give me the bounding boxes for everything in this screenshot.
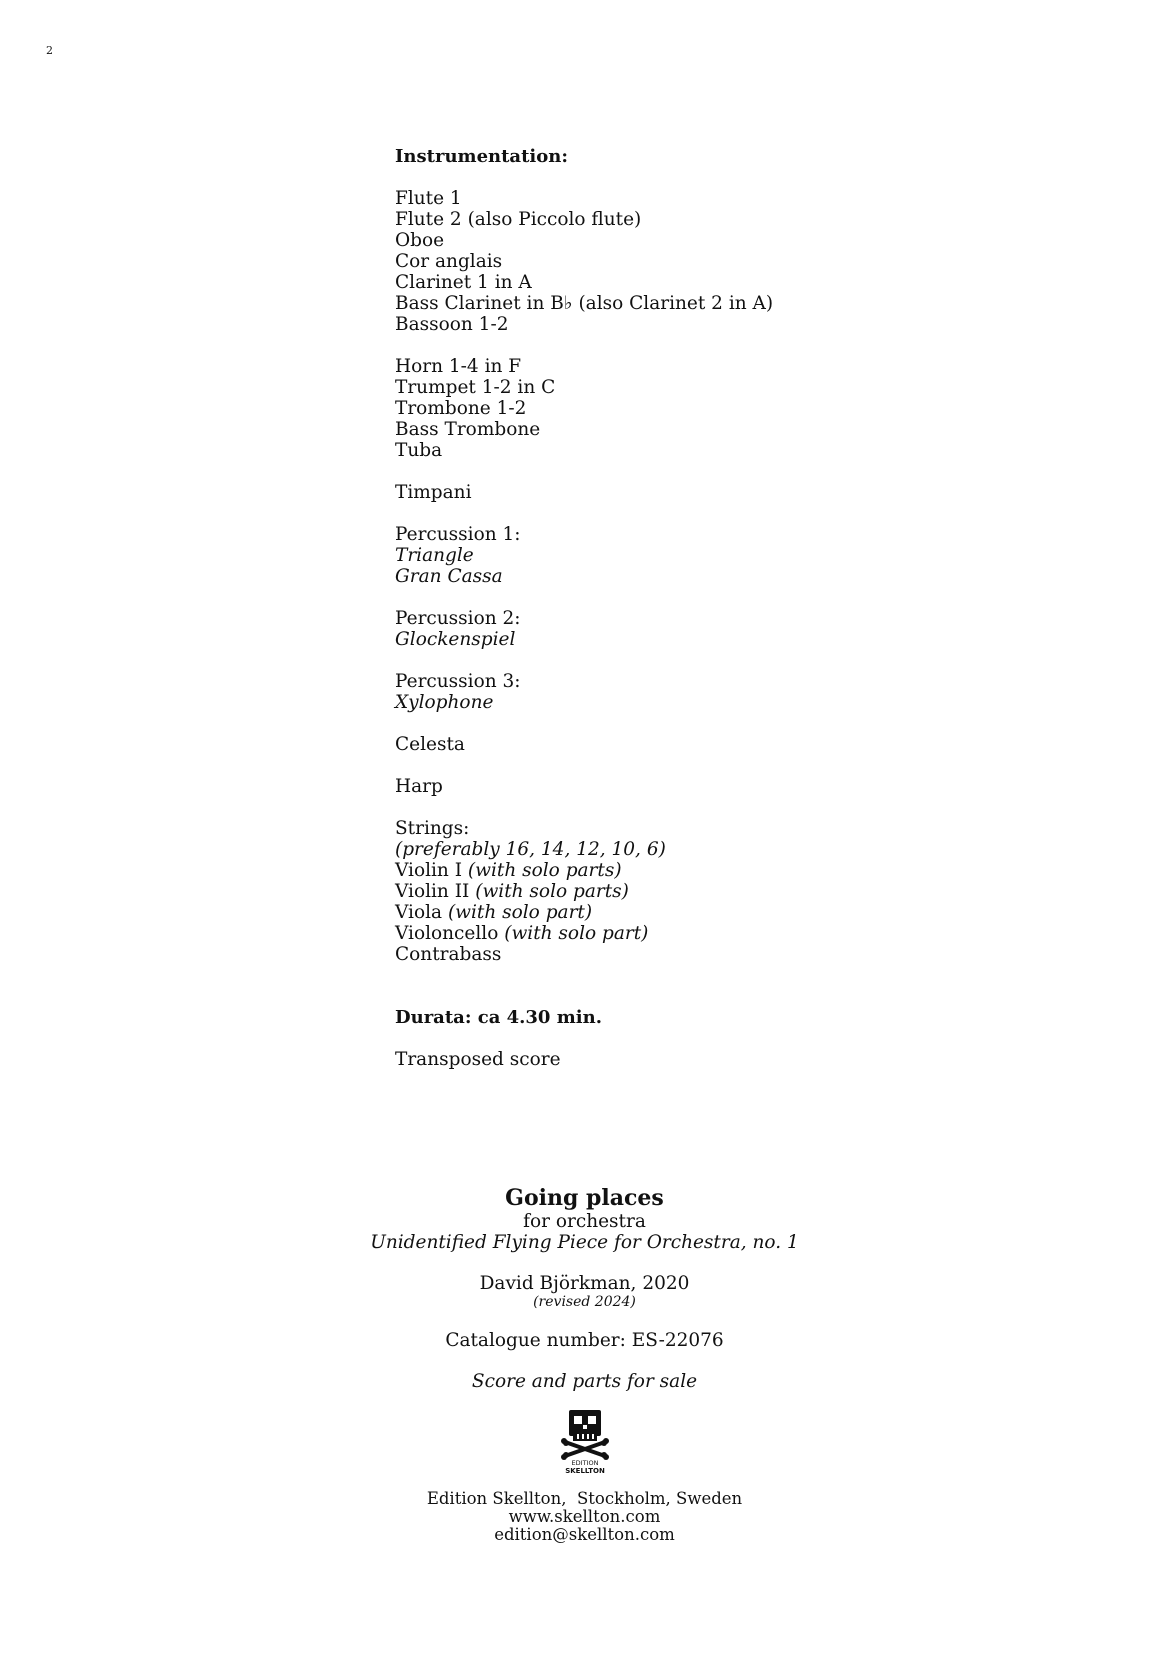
string-name: Violin II bbox=[395, 881, 470, 902]
instrumentation-section bbox=[395, 146, 995, 1070]
string-line bbox=[395, 944, 995, 965]
string-name: Violin I bbox=[395, 860, 463, 881]
instrument-line: Trombone 1-2 bbox=[395, 398, 527, 419]
work-subtitle: for orchestra bbox=[523, 1211, 646, 1232]
page-number: 2 bbox=[46, 44, 53, 57]
work-series: Unidentified Flying Piece for Orchestra, no. 1 bbox=[370, 1232, 799, 1253]
instrument-line: Trumpet 1-2 in C bbox=[395, 377, 556, 398]
strings-label: Strings: bbox=[395, 818, 470, 839]
instrument-line: Celesta bbox=[395, 734, 465, 755]
instrument-line: Horn 1-4 in F bbox=[395, 356, 522, 377]
instrument-line: Flute 1 bbox=[395, 188, 462, 209]
brass-group bbox=[395, 356, 995, 461]
timpani-group bbox=[395, 482, 995, 503]
string-detail: (with solo parts) bbox=[475, 881, 629, 902]
percussion-item: Glockenspiel bbox=[395, 629, 516, 650]
string-line bbox=[395, 860, 995, 881]
woodwinds-group bbox=[395, 188, 995, 335]
strings-note: (preferably 16, 14, 12, 10, 6) bbox=[395, 839, 666, 860]
availability-note: Score and parts for sale bbox=[471, 1371, 698, 1392]
string-name: Viola bbox=[395, 902, 443, 923]
strings-group bbox=[395, 818, 995, 965]
string-line bbox=[395, 923, 995, 944]
celesta-group bbox=[395, 734, 995, 755]
score-type: Transposed score bbox=[395, 1049, 561, 1070]
percussion2-group bbox=[395, 608, 995, 650]
instrument-line: Bass Clarinet in B♭ (also Clarinet 2 in A) bbox=[395, 293, 774, 314]
instrument-line: Timpani bbox=[395, 482, 472, 503]
composer-line: David Björkman, 2020 bbox=[479, 1273, 690, 1294]
harp-group bbox=[395, 776, 995, 797]
publisher-line: Edition Skellton, Stockholm, Sweden bbox=[426, 1489, 743, 1508]
percussion1-group bbox=[395, 524, 995, 587]
percussion-label: Percussion 3: bbox=[395, 671, 521, 692]
instrument-line: Oboe bbox=[395, 230, 445, 251]
string-line bbox=[395, 902, 995, 923]
edition-skellton-logo bbox=[549, 1408, 621, 1474]
percussion3-group bbox=[395, 671, 995, 713]
instrument-line: Bassoon 1-2 bbox=[395, 314, 509, 335]
title-block bbox=[0, 1185, 1169, 1544]
percussion-label: Percussion 1: bbox=[395, 524, 521, 545]
string-name: Contrabass bbox=[395, 944, 502, 965]
percussion-label: Percussion 2: bbox=[395, 608, 521, 629]
percussion-item: Triangle bbox=[395, 545, 474, 566]
instrument-line: Flute 2 (also Piccolo flute) bbox=[395, 209, 642, 230]
instrument-line: Harp bbox=[395, 776, 443, 797]
email-link[interactable]: edition@skellton.com bbox=[494, 1525, 675, 1544]
string-line bbox=[395, 881, 995, 902]
revision-note: (revised 2024) bbox=[533, 1294, 636, 1310]
string-detail: (with solo parts) bbox=[467, 860, 622, 881]
instrument-line: Cor anglais bbox=[395, 251, 503, 272]
logo-text-edition: EDITION bbox=[571, 1459, 598, 1467]
string-detail: (with solo part) bbox=[447, 902, 593, 923]
catalogue-number: Catalogue number: ES-22076 bbox=[445, 1330, 724, 1351]
website-link[interactable]: www.skellton.com bbox=[508, 1507, 661, 1526]
duration: Durata: ca 4.30 min. bbox=[395, 1007, 602, 1028]
work-title: Going places bbox=[505, 1185, 664, 1211]
instrumentation-heading: Instrumentation: bbox=[395, 146, 568, 167]
instrument-line: Bass Trombone bbox=[395, 419, 541, 440]
instrument-line: Clarinet 1 in A bbox=[395, 272, 532, 293]
string-detail: (with solo part) bbox=[504, 923, 649, 944]
string-name: Violoncello bbox=[395, 923, 499, 944]
instrument-line: Tuba bbox=[395, 440, 443, 461]
logo-text-skellton: SKELLTON bbox=[564, 1467, 605, 1474]
percussion-item: Gran Cassa bbox=[395, 566, 503, 587]
percussion-item: Xylophone bbox=[395, 692, 494, 713]
